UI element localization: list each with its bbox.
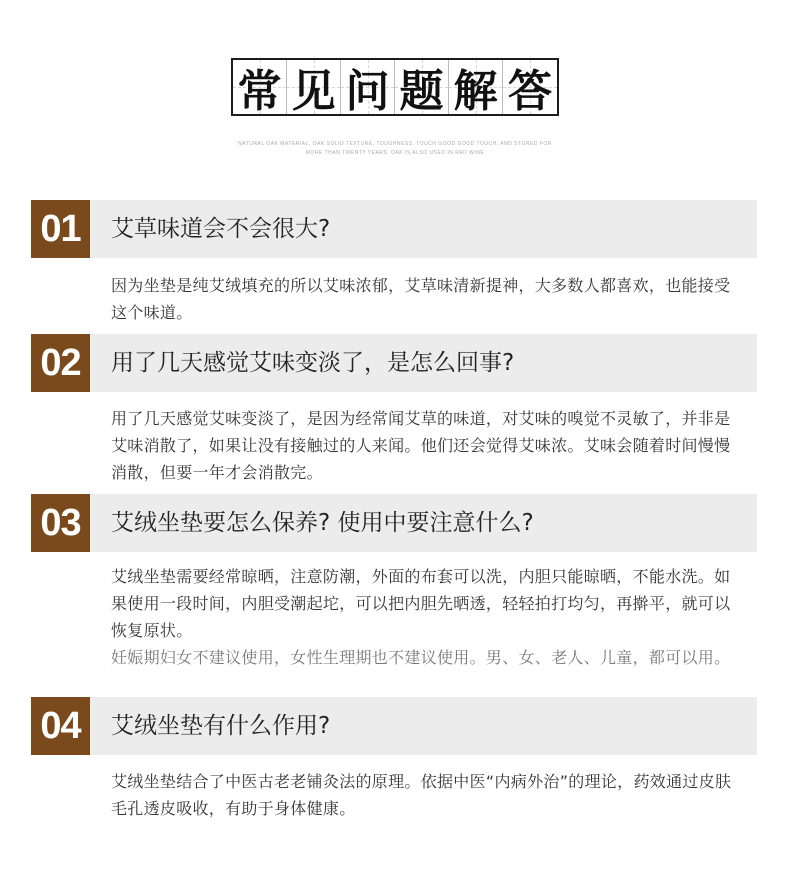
question-text: 艾绒坐垫要怎么保养? 使用中要注意什么?	[111, 510, 534, 536]
faq-answer	[111, 768, 746, 822]
answer-text: 艾绒坐垫需要经常晾晒，注意防潮，外面的布套可以洗，内胆只能晾晒，不能水洗。如果使用一段时间，内胆受潮起坨，可以把内胆先晒透，轻轻拍打均匀，再擀平，就可以恢复原状。	[111, 567, 731, 640]
subtitle-line-1: NATURAL OAK MATERIAL, OAK SOLID TEXTURE, TOUGHNESS, TOUCH GOOD GOOD TOUCH, AND STORED FOR	[238, 141, 552, 147]
question-number: 04	[31, 697, 90, 755]
title-grid	[231, 58, 559, 116]
question-text: 用了几天感觉艾味变淡了，是怎么回事?	[111, 350, 515, 376]
title-char: 问	[341, 60, 395, 114]
answer-note: 妊娠期妇女不建议使用，女性生理期也不建议使用。男、女、老人、儿童，都可以用。	[111, 648, 731, 667]
subtitle	[195, 140, 595, 158]
answer-text: 艾绒坐垫结合了中医古老老铺灸法的原理。依据中医“内病外治”的理论，药效通过皮肤毛孔透皮吸收，有助于身体健康。	[111, 772, 732, 818]
faq-answer	[111, 405, 746, 486]
faq-answer	[111, 272, 746, 326]
subtitle-line-2: MORE THAN TWENTY YEARS, OAK IS ALSO USED IN RED WINE	[305, 150, 485, 156]
title-char: 常	[233, 60, 287, 114]
title-char: 解	[449, 60, 503, 114]
page-title	[0, 58, 790, 116]
question-text: 艾草味道会不会很大?	[111, 216, 331, 242]
question-number: 01	[31, 200, 90, 258]
answer-text: 因为坐垫是纯艾绒填充的所以艾味浓郁，艾草味清新提神，大多数人都喜欢，也能接受这个味道。	[111, 276, 731, 322]
title-char: 题	[395, 60, 449, 114]
faq-question-bar	[31, 494, 757, 552]
faq-question-bar	[31, 200, 757, 258]
title-char: 见	[287, 60, 341, 114]
faq-question-bar	[31, 334, 757, 392]
question-number: 02	[31, 334, 90, 392]
answer-text: 用了几天感觉艾味变淡了，是因为经常闻艾草的味道，对艾味的嗅觉不灵敏了，并非是艾味消散了，如果让没有接触过的人来闻。他们还会觉得艾味浓。艾味会随着时间慢慢消散，但要一年才会消散完。	[111, 409, 731, 482]
faq-answer	[111, 563, 746, 671]
title-char: 答	[503, 60, 557, 114]
question-text: 艾绒坐垫有什么作用?	[111, 713, 331, 739]
question-number: 03	[31, 494, 90, 552]
faq-question-bar	[31, 697, 757, 755]
